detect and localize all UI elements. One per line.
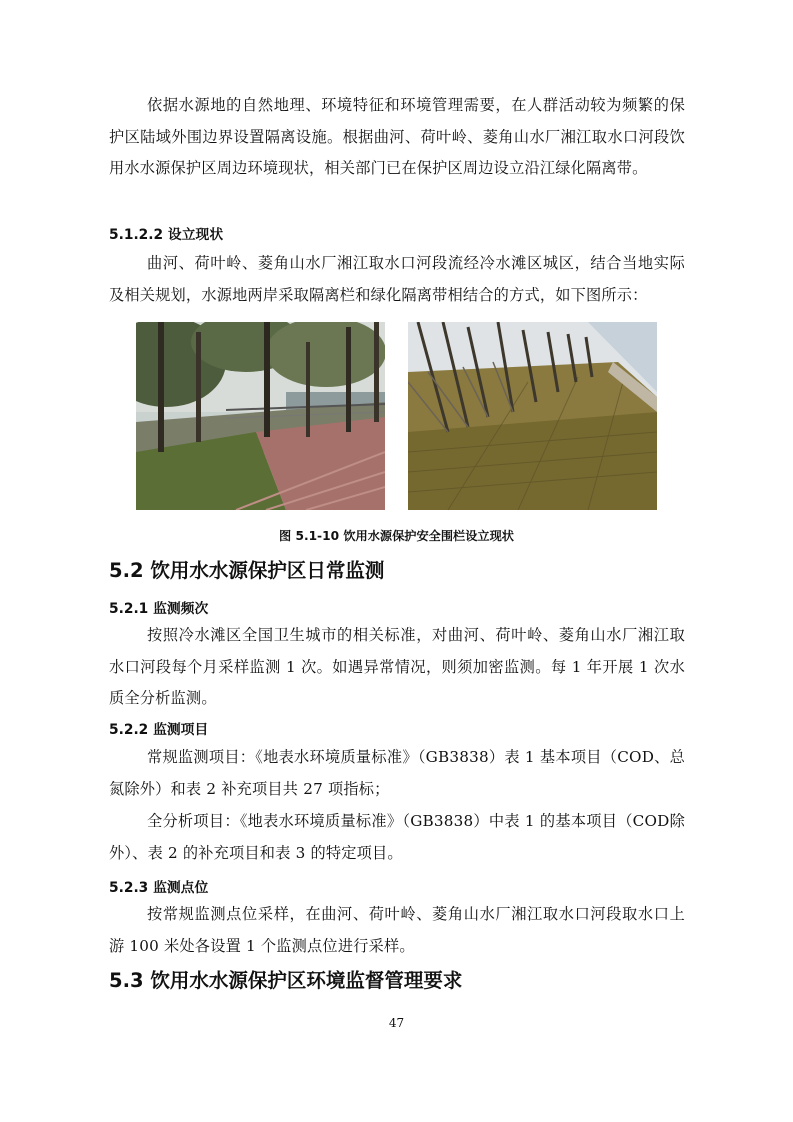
paragraph-monitoring-frequency: 按照冷水滩区全国卫生城市的相关标准，对曲河、荷叶岭、菱角山水厂湘江取水口河段每个月采样监测 1 次。如遇异常情况，则须加密监测。每 1 年开展 1 次水质全分析监测。 [109,626,685,707]
heading-5-1-2-2: 5.1.2.2 设立现状 [109,227,224,243]
figure-caption: 图 5.1-10 饮用水源保护安全围栏设立现状 [279,529,514,543]
heading-5-2-1: 5.2.1 监测频次 [109,601,209,617]
page-number: 47 [388,1016,405,1030]
paragraph-regular-items: 常规监测项目：《地表水环境质量标准》（GB3838）表 1 基本项目（COD、总氮除外）和表 2 补充项目共 27 项指标； [109,748,685,798]
heading-5-2: 5.2 饮用水水源保护区日常监测 [109,559,385,582]
paragraph-monitoring-points: 按常规监测点位采样，在曲河、荷叶岭、菱角山水厂湘江取水口河段取水口上游 100 米处各设置 1 个监测点位进行采样。 [109,905,685,955]
paragraph-current-status: 曲河、荷叶岭、菱角山水厂湘江取水口河段流经冷水滩区城区，结合当地实际及相关规划，水源地两岸采取隔离栏和绿化隔离带相结合的方式，如下图所示： [109,254,685,304]
paragraph-full-analysis-items: 全分析项目：《地表水环境质量标准》（GB3838）中表 1 的基本项目（COD除外）、表 2 的补充项目和表 3 的特定项目。 [109,812,685,862]
heading-5-3: 5.3 饮用水水源保护区环境监督管理要求 [109,969,463,992]
photo-walkway-trees [136,322,385,510]
heading-5-2-3: 5.2.3 监测点位 [109,880,209,896]
photo-grass-embankment [408,322,657,510]
heading-5-2-2: 5.2.2 监测项目 [109,722,209,738]
paragraph-isolation-intro: 依据水源地的自然地理、环境特征和环境管理需要，在人群活动较为频繁的保护区陆域外围边界设置隔离设施。根据曲河、荷叶岭、菱角山水厂湘江取水口河段饮用水水源保护区周边环境现状，相关部门已在保护区周边设立沿江绿化隔离带。 [109,96,685,177]
